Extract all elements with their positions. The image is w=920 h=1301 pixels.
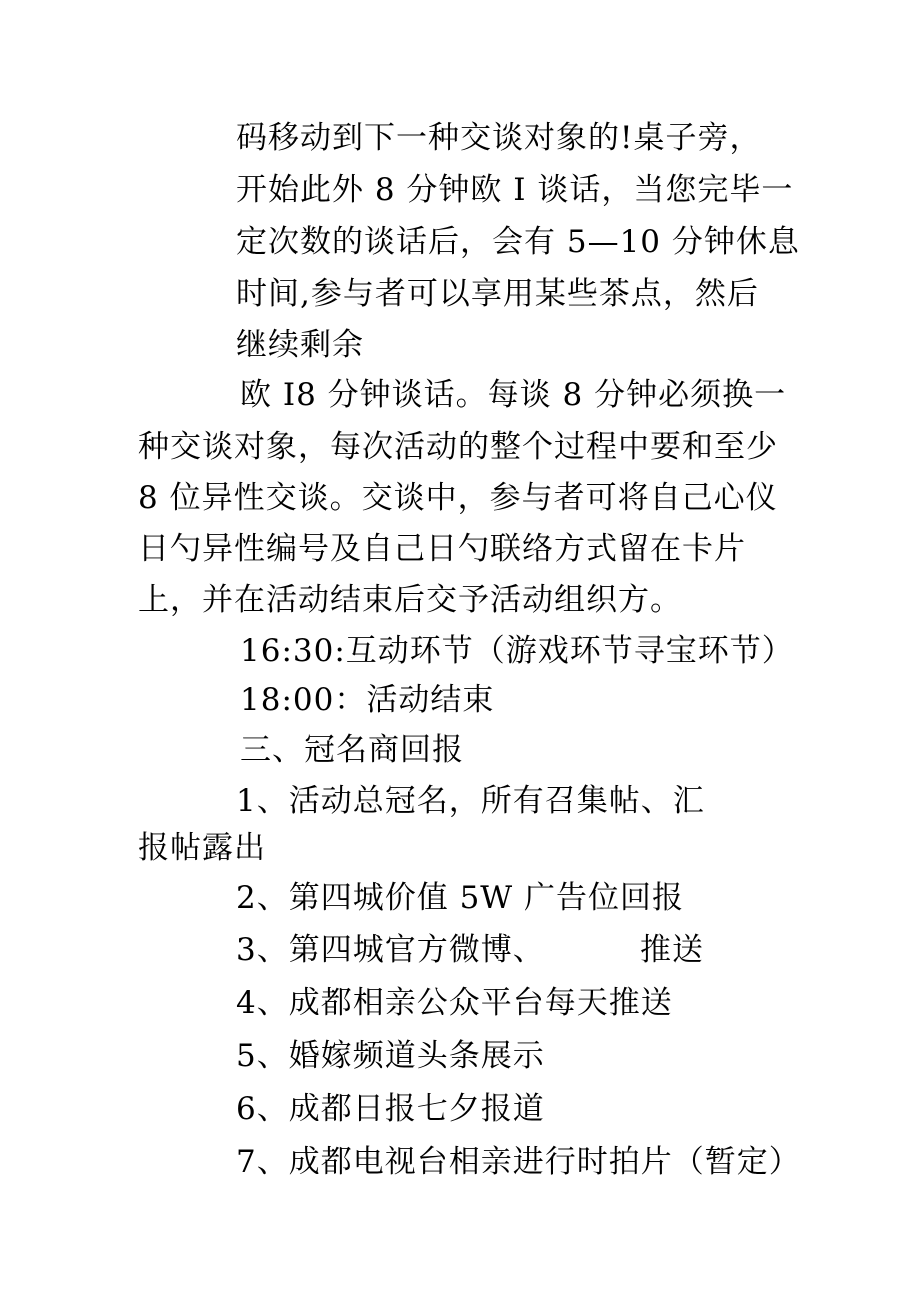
text-line: 定次数的谈话后，会有 5—10 分钟休息: [236, 224, 800, 260]
list-item: 1、活动总冠名，所有召集帖、汇: [236, 783, 705, 819]
text-line: 18:00：活动结束: [240, 682, 495, 718]
list-item: 4、成都相亲公众平台每天推送: [236, 985, 673, 1021]
text-line: 继续剩余: [236, 327, 364, 363]
list-item: 2、第四城价值 5W 广告位回报: [236, 880, 685, 916]
list-item: 3、第四城官方微博、: [236, 932, 545, 968]
text-line: 8 位异性交谈。交谈中，参与者可将自己心仪: [138, 480, 778, 516]
text-line: 上，并在活动结束后交予活动组织方。: [138, 582, 682, 618]
text-line: 16:30:互动环节（游戏环节寻宝环节）: [240, 633, 794, 669]
text-line: 报帖露出: [138, 830, 266, 866]
text-line: 种交谈对象，每次活动的整个过程中要和至少: [138, 429, 778, 465]
list-item: 7、成都电视台相亲进行时拍片（暂定）: [236, 1144, 801, 1180]
text-line: 日勺异性编号及自己日勺联络方式留在卡片: [138, 531, 746, 567]
text-line: 码移动到下一种交谈对象的!桌子旁，: [236, 120, 762, 156]
text-line: 欧 I8 分钟谈话。每谈 8 分钟必须换一: [240, 377, 787, 413]
section-heading: 三、冠名商回报: [240, 732, 464, 768]
text-line: 时间,参与者可以享用某些茶点，然后: [236, 276, 759, 312]
list-item: 5、婚嫁频道头条展示: [236, 1038, 545, 1074]
list-item: 6、成都日报七夕报道: [236, 1091, 545, 1127]
text-line: 开始此外 8 分钟欧 I 谈话，当您完毕一: [236, 172, 794, 208]
text-line: 推送: [640, 932, 704, 968]
